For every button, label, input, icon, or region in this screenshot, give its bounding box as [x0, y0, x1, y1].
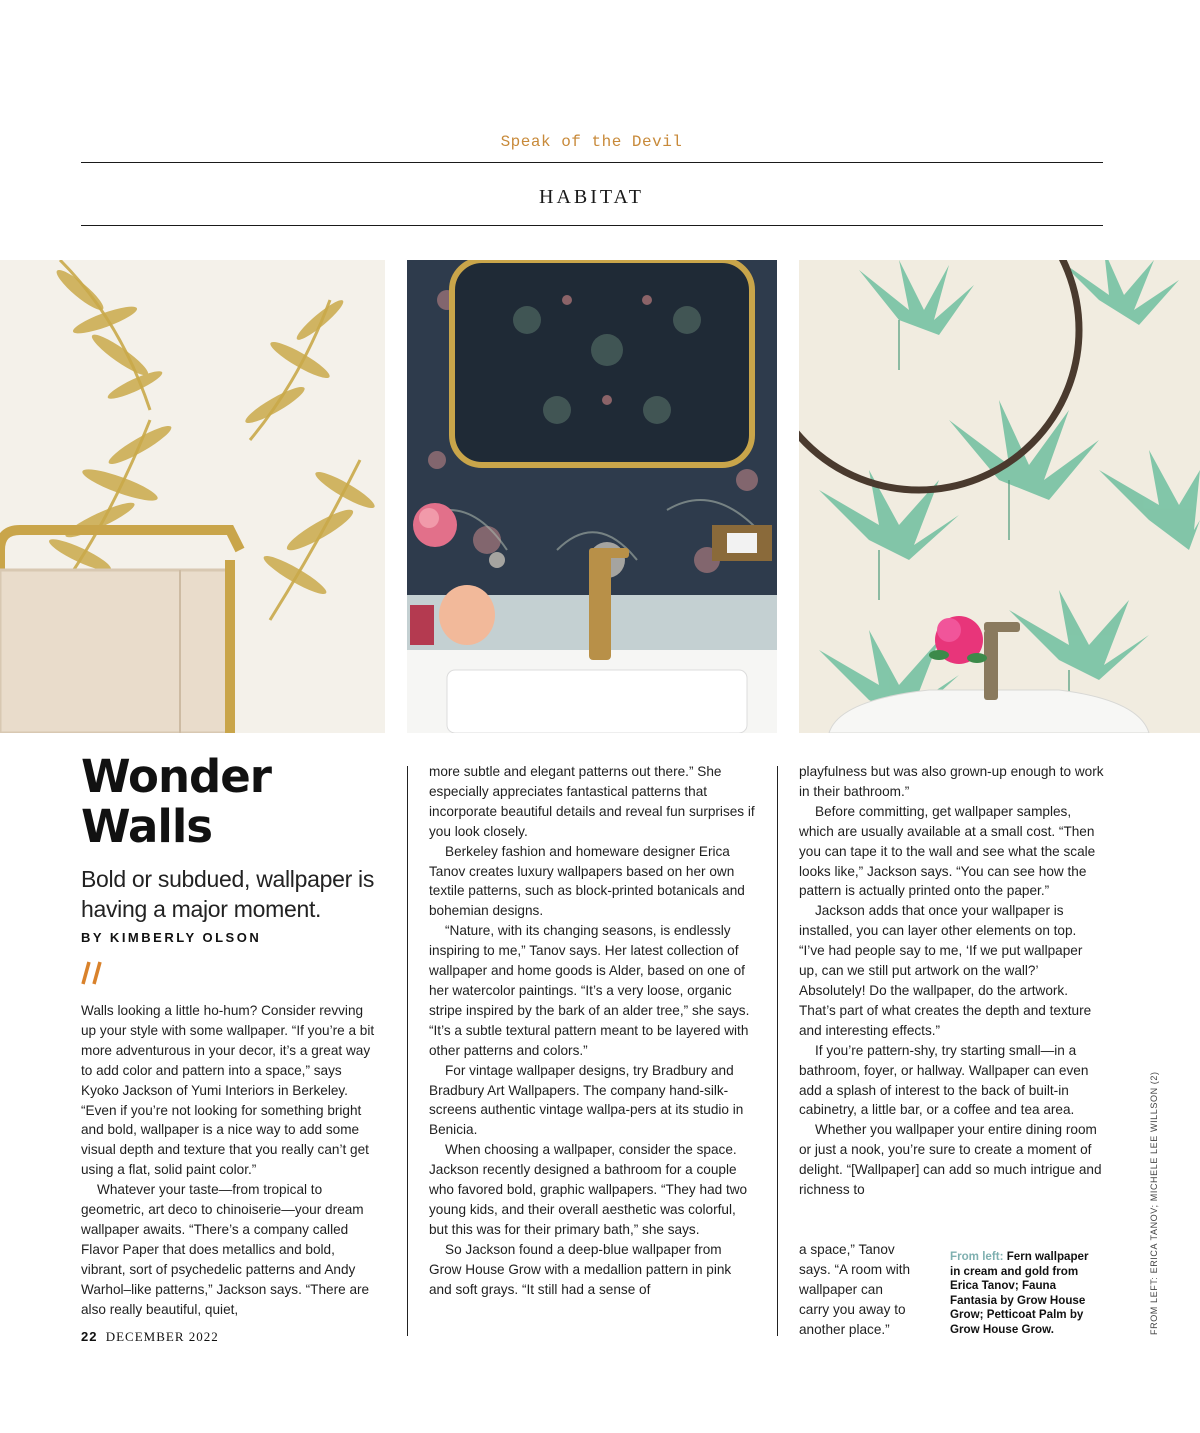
paragraph: So Jackson found a deep-blue wallpaper from Grow House Grow with a medallion pattern in pink and soft grays. “It still had a sense of: [429, 1241, 732, 1297]
section-kicker: Speak of the Devil: [500, 133, 683, 151]
tail-line: carry you away to: [799, 1301, 906, 1317]
tail-line: another place.”: [799, 1321, 890, 1337]
paragraph: When choosing a wallpaper, consider the space. Jackson recently designed a bathroom for a couple who favored bold, graphic wallpapers. “They had two young kids, and their overall aesthetic was colorful, but this was for their primary bath,” she says.: [429, 1142, 748, 1237]
paragraph: playfulness but was also grown-up enough to work in their bathroom.”: [799, 764, 1104, 799]
top-rule: [81, 162, 1103, 163]
article-column-2: [429, 762, 755, 1299]
paragraph: Berkeley fashion and homeware designer Erica Tanov creates luxury wallpapers based on her own textile patterns, such as block-printed botanicals and bohemian designs.: [429, 843, 745, 919]
article-column-3: [799, 762, 1104, 1200]
article-dek: Bold or subdued, wallpaper is having a major moment.: [81, 866, 375, 922]
article-column-3-tail: [799, 1240, 944, 1340]
paragraph: If you’re pattern-shy, try starting small—in a bathroom, foyer, or hallway. Wallpaper can even add a splash of interest to the back of built-in cabinetry, a little bar, or a coffee and tea area.: [799, 1042, 1089, 1118]
tail-line: wallpaper can: [799, 1281, 883, 1297]
caption-lead: From left:: [950, 1250, 1004, 1263]
caption-text: Fern wallpaper in cream and gold from Erica Tanov; Fauna Fantasia by Grow House Grow; Petticoat Palm by Grow House Grow.: [950, 1250, 1089, 1336]
paragraph: Before committing, get wallpaper samples, which are usually available at a small cost. “Then you can tape it to the wall and see what the scale looks like,” Jackson says. “You can see how the pattern is actually printed onto the paper.”: [799, 803, 1096, 899]
column-divider: [777, 766, 778, 1336]
paragraph: “Nature, with its changing seasons, is endlessly inspiring to me,” Tanov says. Her latest collection of wallpaper and home goods is Alder, based on one of her watercolor paintings. “It’s a very loose, organic stripe inspired by the bark of an alder tree,” she says. “It’s a subtle textural pattern meant to be layered with other patterns and colors.”: [429, 923, 750, 1058]
paragraph: more subtle and elegant patterns out there.” She especially appreciates fantastical patterns that incorporate beautiful details and reveal fun surprises if you look closely.: [429, 764, 755, 839]
column-divider: [407, 766, 408, 1336]
paragraph: Jackson adds that once your wallpaper is installed, you can layer other elements on top. “I’ve had people say to me, ‘If we put wallpaper up, can we still put artwork on the wall?’ Absolutely! Do the wallpaper, do the artwork. That’s part of what creates the depth and texture and interesting effects.”: [799, 903, 1092, 1038]
paragraph: For vintage wallpaper designs, try Bradbury and Bradbury Art Wallpapers. The company hand-silk-screens authentic vintage wallpa-pers at its studio in Benicia.: [429, 1062, 744, 1138]
article-byline: BY KIMBERLY OLSON: [81, 930, 262, 945]
headline-line-2: Walls: [81, 800, 213, 853]
issue-date: DECEMBER 2022: [105, 1329, 219, 1344]
page-folio: [81, 1329, 219, 1345]
photo-palm-wallpaper: [799, 260, 1200, 733]
double-slash-icon: [81, 960, 103, 986]
headline-line-1: Wonder: [81, 750, 271, 803]
paragraph: Whether you wallpaper your entire dining room or just a nook, you’re sure to create a moment of delight. “[Wallpaper] can add so much intrigue and richness to: [799, 1122, 1102, 1198]
paragraph: Walls looking a little ho-hum? Consider revving up your style with some wallpaper. “If you’re a bit more adventurous in your decor, it’s a great way to add color and pattern into a space,” says Kyoko Jackson of Yumi Interiors in Berkeley. “Even if you’re not looking for something bright and bold, wallpaper is a nice way to add some visual depth and texture that you really can’t get using a flat, solid paint color.”: [81, 1003, 375, 1178]
photo-fern-wallpaper: [0, 260, 385, 733]
photo-caption: [950, 1250, 1102, 1338]
section-title: HABITAT: [539, 186, 644, 208]
tail-line: a space,” Tanov: [799, 1242, 895, 1257]
article-headline: [81, 752, 381, 852]
page-number: 22: [81, 1329, 98, 1344]
photo-credit: FROM LEFT: ERICA TANOV; MICHELE LEE WILLSON (2): [1149, 1071, 1159, 1335]
tail-line: says. “A room with: [799, 1261, 911, 1277]
palm-wallpaper-image: [799, 260, 1200, 733]
photo-fauna-wallpaper: [407, 260, 777, 733]
paragraph: Whatever your taste—from tropical to geometric, art deco to chinoiserie—your dream wallpaper awaits. “There’s a company called Flavor Paper that does metallics and bold, vibrant, sort of psychedelic patterns and Andy Warhol–like patterns,” Jackson says. “There are also really beautiful, quiet,: [81, 1182, 370, 1317]
fauna-wallpaper-image: [407, 260, 777, 733]
fern-wallpaper-image: [0, 260, 385, 733]
article-column-1: [81, 1001, 381, 1320]
section-rule: [81, 225, 1103, 226]
